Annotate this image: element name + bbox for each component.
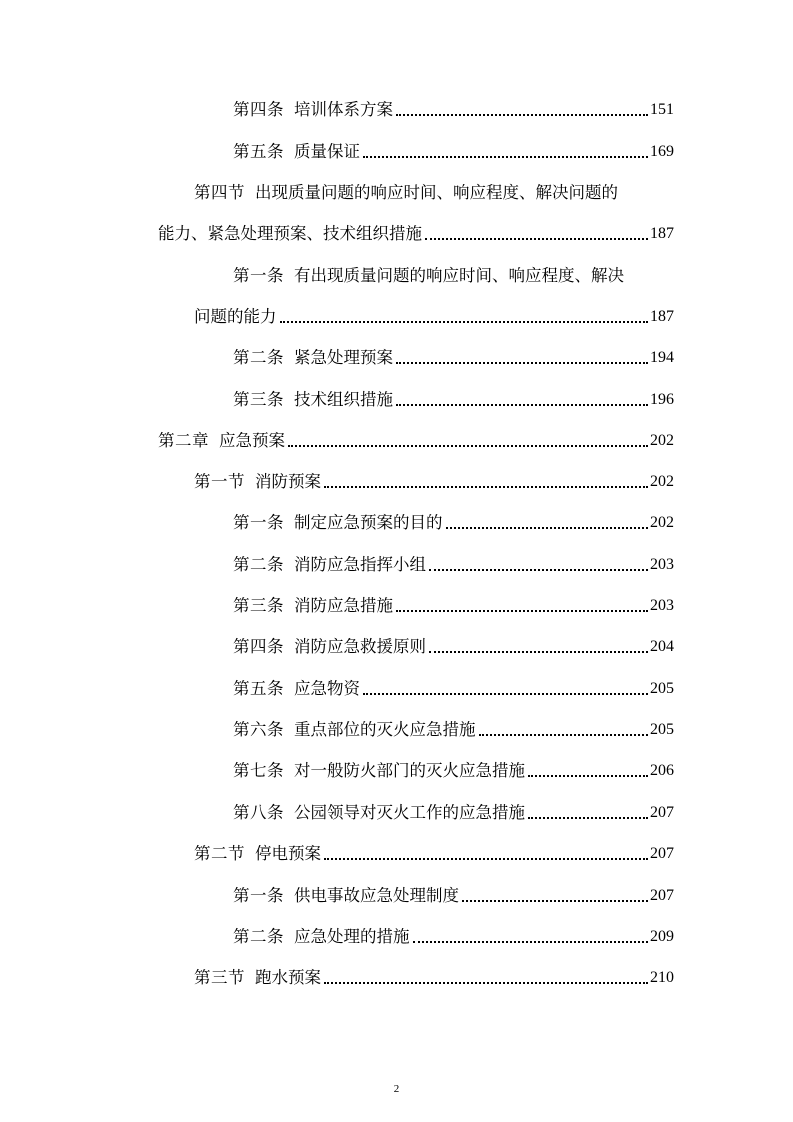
- toc-entry[interactable]: [233, 801, 674, 825]
- toc-entry-page: 203: [650, 556, 674, 573]
- toc-entry-page: 196: [650, 391, 674, 408]
- toc-entry-title: 技术组织措施: [294, 390, 393, 409]
- dot-leader: [429, 651, 648, 653]
- toc-entry-page: 202: [650, 514, 674, 531]
- toc-entry-page: 207: [650, 804, 674, 821]
- toc-entry-number: 第四节: [194, 183, 245, 202]
- toc-entry-page: 202: [650, 432, 674, 449]
- toc-entry-title: 培训体系方案: [294, 100, 393, 119]
- toc-entry-page: 207: [650, 845, 674, 862]
- toc-entry-page: 205: [650, 680, 674, 697]
- toc-entry-title: 对一般防火部门的灭火应急措施: [294, 761, 525, 780]
- toc-entry-title: 制定应急预案的目的: [294, 513, 443, 532]
- toc-entry-title: 质量保证: [294, 142, 360, 161]
- toc-entry-number: 第三节: [194, 968, 245, 987]
- toc-entry-page: 207: [650, 887, 674, 904]
- toc-entry-number: 第五条: [233, 679, 284, 698]
- toc-entry[interactable]: [194, 842, 674, 866]
- toc-entry-number: 第二条: [233, 927, 284, 946]
- toc-entry[interactable]: [233, 635, 674, 659]
- toc-entry-page: 151: [650, 101, 674, 118]
- toc-entry-page: 210: [650, 969, 674, 986]
- toc-entry-page: 169: [650, 143, 674, 160]
- toc-entry-page: 202: [650, 473, 674, 490]
- toc-entry-number: 第六条: [233, 720, 284, 739]
- dot-leader: [479, 734, 649, 736]
- toc-entry-number: 第二章: [158, 431, 209, 450]
- toc-entry-page: 187: [650, 225, 674, 242]
- toc-entry[interactable]: [233, 759, 674, 783]
- toc-entry-page: 187: [650, 308, 674, 325]
- dot-leader: [363, 156, 648, 158]
- toc-entry-continuation[interactable]: [158, 222, 674, 246]
- toc-entry-title: 应急处理的措施: [294, 927, 410, 946]
- dot-leader: [528, 817, 648, 819]
- toc-entry-title: 问题的能力: [194, 307, 277, 326]
- toc-entry-number: 第二条: [233, 348, 284, 367]
- toc-entry-title: 停电预案: [255, 844, 321, 863]
- dot-leader: [280, 321, 649, 323]
- toc-entry[interactable]: [233, 553, 674, 577]
- dot-leader: [324, 982, 648, 984]
- page-number: 2: [393, 1083, 400, 1095]
- toc-entry-title: 出现质量问题的响应时间、响应程度、解决问题的: [255, 183, 618, 202]
- toc-entry-number: 第二节: [194, 844, 245, 863]
- toc-entry-page: 205: [650, 721, 674, 738]
- toc-entry-title: 消防应急指挥小组: [294, 555, 426, 574]
- toc-entry[interactable]: [233, 346, 674, 370]
- toc-entry-number: 第八条: [233, 803, 284, 822]
- dot-leader: [324, 858, 648, 860]
- toc-entry[interactable]: [194, 966, 674, 990]
- toc-entry-number: 第一节: [194, 472, 245, 491]
- dot-leader: [396, 404, 648, 406]
- toc-entry-title: 消防应急救援原则: [294, 637, 426, 656]
- toc-entry-continuation[interactable]: [194, 305, 674, 329]
- toc-entry[interactable]: [194, 470, 674, 494]
- toc-entry[interactable]: [233, 925, 674, 949]
- toc-entry[interactable]: [233, 594, 674, 618]
- toc-entry-page: 194: [650, 349, 674, 366]
- toc-entry-number: 第七条: [233, 761, 284, 780]
- dot-leader: [429, 569, 648, 571]
- toc-entry[interactable]: [233, 388, 674, 412]
- toc-entry-page: 204: [650, 638, 674, 655]
- toc-entry-title: 消防应急措施: [294, 596, 393, 615]
- toc-entry-number: 第二条: [233, 555, 284, 574]
- toc-entry-page: 206: [650, 762, 674, 779]
- toc-entry-number: 第四条: [233, 637, 284, 656]
- toc-entry-title: 跑水预案: [255, 968, 321, 987]
- toc-entry[interactable]: [194, 181, 674, 205]
- toc-entry-number: 第三条: [233, 596, 284, 615]
- dot-leader: [396, 362, 648, 364]
- toc-entry-number: 第一条: [233, 266, 284, 285]
- dot-leader: [396, 114, 648, 116]
- toc-entry-title: 应急预案: [219, 431, 285, 450]
- toc-entry[interactable]: [233, 98, 674, 122]
- toc-entry-number: 第一条: [233, 513, 284, 532]
- toc-entry-title: 消防预案: [255, 472, 321, 491]
- toc-entry-page: 203: [650, 597, 674, 614]
- toc-entry-title: 能力、紧急处理预案、技术组织措施: [158, 224, 422, 243]
- dot-leader: [462, 900, 648, 902]
- toc-entry-number: 第一条: [233, 886, 284, 905]
- toc-entry-title: 有出现质量问题的响应时间、响应程度、解决: [294, 266, 624, 285]
- toc-entry[interactable]: [233, 884, 674, 908]
- toc-entry[interactable]: [158, 429, 674, 453]
- dot-leader: [324, 486, 648, 488]
- toc-entry-page: 209: [650, 928, 674, 945]
- toc-entry-title: 公园领导对灭火工作的应急措施: [294, 803, 525, 822]
- toc-entry-title: 重点部位的灭火应急措施: [294, 720, 476, 739]
- dot-leader: [363, 693, 648, 695]
- toc-entry-title: 供电事故应急处理制度: [294, 886, 459, 905]
- toc-entry[interactable]: [233, 264, 674, 288]
- toc-entry-number: 第五条: [233, 142, 284, 161]
- toc-entry[interactable]: [233, 140, 674, 164]
- dot-leader: [528, 775, 648, 777]
- dot-leader: [396, 610, 648, 612]
- dot-leader: [446, 527, 649, 529]
- toc-entry-number: 第四条: [233, 100, 284, 119]
- dot-leader: [288, 445, 648, 447]
- toc-entry[interactable]: [233, 511, 674, 535]
- dot-leader: [425, 238, 648, 240]
- dot-leader: [413, 941, 649, 943]
- toc-entry[interactable]: [233, 677, 674, 701]
- toc-entry-title: 紧急处理预案: [294, 348, 393, 367]
- toc-entry[interactable]: [233, 718, 674, 742]
- toc-entry-title: 应急物资: [294, 679, 360, 698]
- toc-entry-number: 第三条: [233, 390, 284, 409]
